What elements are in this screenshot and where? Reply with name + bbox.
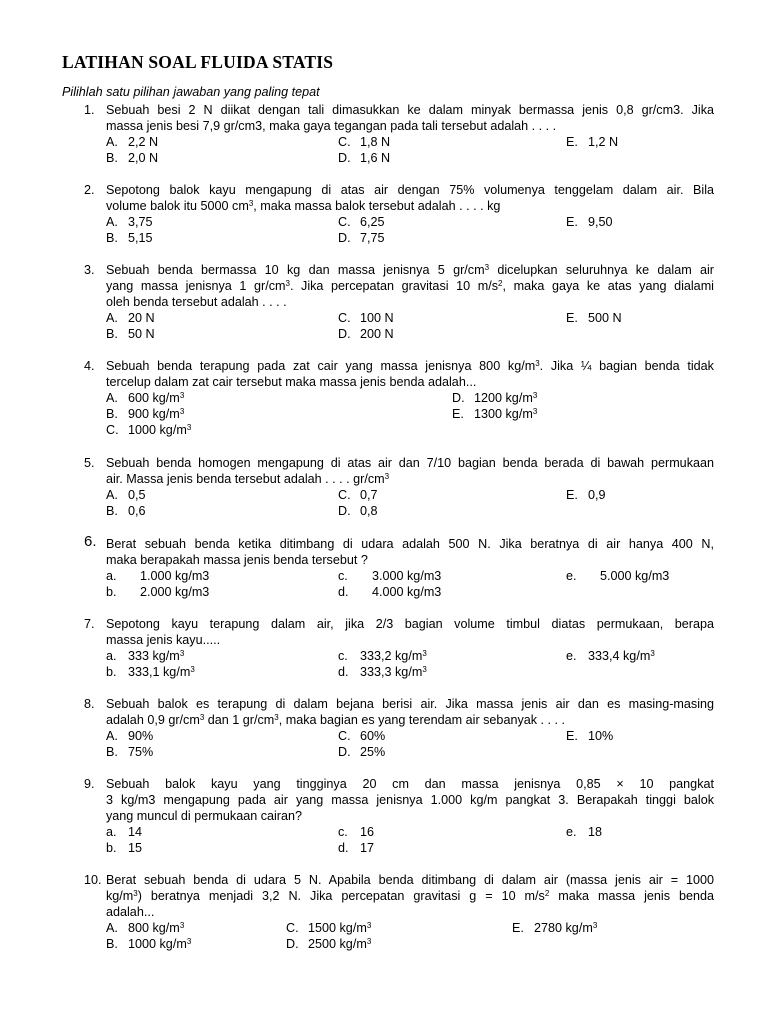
option-label: C. (286, 921, 299, 935)
question-number: 10. (84, 873, 102, 887)
option-value: 333,4 $kg/m^3$ (588, 649, 655, 663)
question-9 (84, 776, 714, 856)
answer-option[interactable] (106, 150, 158, 166)
answer-option[interactable] (106, 422, 191, 438)
answer-option[interactable] (566, 487, 606, 503)
option-value: 1000 $kg/m^3$ (128, 423, 192, 437)
answer-option[interactable] (338, 568, 441, 584)
option-label: B. (106, 745, 118, 759)
question-1 (84, 102, 714, 166)
option-label: a. (106, 825, 117, 839)
option-label: D. (338, 504, 351, 518)
option-label: A. (106, 215, 118, 229)
answer-options (106, 214, 714, 246)
option-value: 1000 $kg/m^3$ (128, 937, 192, 951)
option-label: C. (338, 135, 351, 149)
option-value: 16 (360, 825, 375, 839)
answer-option[interactable] (106, 648, 184, 664)
option-value: 2,0 N (128, 151, 159, 165)
question-text-line: adalah... (106, 905, 155, 919)
question-text-line: air. Massa jenis benda tersebut adalah . . . . $gr/cm^3$ (106, 472, 390, 486)
option-value: 0,7 (360, 488, 378, 502)
answer-option[interactable] (338, 648, 427, 664)
question-6 (84, 533, 714, 600)
option-label: b. (106, 841, 117, 855)
question-text (106, 696, 714, 728)
option-value: 1,2 N (588, 135, 619, 149)
option-label: D. (452, 391, 465, 405)
option-label: C. (106, 423, 119, 437)
answer-option[interactable] (566, 568, 669, 584)
option-label: C. (338, 488, 351, 502)
question-text-line: 3 kg/m3 mengapung pada air yang massa jenisnya 1.000 kg/m pangkat 3. Berapakah tinggi balok (106, 793, 714, 807)
answer-option[interactable] (338, 150, 390, 166)
option-label: E. (566, 135, 578, 149)
option-label: E. (452, 407, 464, 421)
instruction: Pilihlah satu pilihan jawaban yang paling tepat (62, 85, 320, 99)
question-number: 9. (84, 777, 95, 791)
answer-option[interactable] (106, 503, 146, 519)
option-label: d. (338, 841, 349, 855)
option-value: 800 $kg/m^3$ (128, 921, 185, 935)
answer-option[interactable] (106, 936, 191, 952)
option-value: 1300 $kg/m^3$ (474, 407, 538, 421)
question-text-line: $kg/m^3$) beratnya menjadi 3,2 N. Jika percepatan gravitasi g = 10 $m/s^2$ maka massa jenis benda (106, 889, 715, 903)
question-text-line: maka berapakah massa jenis benda tersebut ? (106, 553, 368, 567)
question-text (106, 102, 714, 134)
answer-option[interactable] (566, 134, 618, 150)
option-value: 17 (360, 841, 375, 855)
option-value: 333,1 $kg/m^3$ (128, 665, 195, 679)
question-text (106, 776, 714, 824)
question-text-line: Sebuah balok es terapung di dalam bejana berisi air. Jika massa jenis air dan es masing-masing (106, 697, 714, 711)
option-label: a. (106, 569, 117, 583)
answer-options (106, 728, 714, 760)
option-label: c. (338, 569, 348, 583)
answer-option[interactable] (338, 134, 390, 150)
option-value: 18 (588, 825, 603, 839)
answer-option[interactable] (338, 584, 441, 600)
question-text (106, 536, 714, 568)
option-label: a. (106, 649, 117, 663)
option-label: e. (566, 825, 577, 839)
question-text-line: volume balok itu 5000 $cm^3$, maka massa balok tersebut adalah . . . . kg (106, 199, 501, 213)
answer-option[interactable] (106, 568, 209, 584)
answer-option[interactable] (106, 728, 153, 744)
question-text-line: yang massa jenisnya 1 $gr/cm^3$. Jika percepatan gravitasi 10 $m/s^2$, maka gaya ke atas yang dialami (106, 279, 714, 293)
option-value: 1,6 N (360, 151, 391, 165)
answer-options (106, 487, 714, 519)
option-label: E. (566, 215, 578, 229)
option-label: A. (106, 391, 118, 405)
answer-option[interactable] (338, 310, 394, 326)
answer-option[interactable] (106, 920, 184, 936)
answer-option[interactable] (286, 936, 371, 952)
option-value: 0,8 (360, 504, 378, 518)
answer-option[interactable] (106, 230, 153, 246)
question-7 (84, 616, 714, 680)
question-text-line: Sebuah balok kayu yang tingginya 20 cm dan massa jenisnya 0,85 × 10 pangkat (106, 777, 714, 791)
option-value: 1500 $kg/m^3$ (308, 921, 372, 935)
question-number: 1. (84, 103, 95, 117)
option-value: 75% (128, 745, 154, 759)
question-text-line: tercelup dalam zat cair tersebut maka massa jenis benda adalah... (106, 375, 477, 389)
option-value: 6,25 (360, 215, 385, 229)
option-value: 2780 $kg/m^3$ (534, 921, 598, 935)
option-value: 20 N (128, 311, 155, 325)
option-value: 333,2 $kg/m^3$ (360, 649, 427, 663)
option-value: 9,50 (588, 215, 613, 229)
option-value: 1200 $kg/m^3$ (474, 391, 538, 405)
question-text (106, 616, 714, 648)
option-label: B. (106, 937, 118, 951)
question-text-line: Sebuah besi 2 N diikat dengan tali dimasukkan ke dalam minyak bermassa jenis 0,8 gr/cm3. Jika (106, 103, 714, 117)
option-label: A. (106, 135, 118, 149)
option-value: 5.000 kg/m3 (600, 569, 670, 583)
option-value: 14 (128, 825, 143, 839)
answer-option[interactable] (566, 824, 602, 840)
option-label: E. (566, 488, 578, 502)
question-text-line: yang muncul di permukaan cairan? (106, 809, 303, 823)
option-value: 0,9 (588, 488, 606, 502)
answer-option[interactable] (338, 840, 374, 856)
question-text (106, 182, 714, 214)
option-value: 25% (360, 745, 386, 759)
option-label: D. (338, 151, 351, 165)
question-8 (84, 696, 714, 760)
answer-options (106, 824, 714, 856)
answer-option[interactable] (106, 664, 195, 680)
option-label: b. (106, 585, 117, 599)
answer-option[interactable] (106, 487, 146, 503)
option-value: 50 N (128, 327, 155, 341)
answer-option[interactable] (452, 406, 537, 422)
option-label: E. (566, 311, 578, 325)
answer-option[interactable] (338, 214, 385, 230)
option-value: 0,6 (128, 504, 146, 518)
answer-option[interactable] (512, 920, 597, 936)
question-number: 6. (84, 533, 97, 550)
option-value: 3.000 kg/m3 (372, 569, 442, 583)
option-label: b. (106, 665, 117, 679)
question-number: 5. (84, 456, 95, 470)
option-label: B. (106, 151, 118, 165)
question-number: 3. (84, 263, 95, 277)
option-label: d. (338, 585, 349, 599)
answer-options (106, 568, 714, 600)
option-label: B. (106, 407, 118, 421)
answer-options (106, 390, 714, 438)
answer-option[interactable] (286, 920, 371, 936)
question-number: 8. (84, 697, 95, 711)
option-label: C. (338, 311, 351, 325)
question-number: 7. (84, 617, 95, 631)
question-text (106, 262, 714, 310)
option-label: d. (338, 665, 349, 679)
option-label: C. (338, 215, 351, 229)
answer-option[interactable] (106, 310, 155, 326)
question-text-line: Berat sebuah benda ketika ditimbang di udara adalah 500 N. Jika beratnya di air hanya 400 N, (106, 537, 714, 551)
answer-options (106, 648, 714, 680)
option-value: 900 $kg/m^3$ (128, 407, 185, 421)
question-number: 2. (84, 183, 95, 197)
question-5 (84, 455, 714, 519)
option-value: 5,15 (128, 231, 153, 245)
option-value: 1.000 kg/m3 (140, 569, 210, 583)
answer-option[interactable] (566, 214, 613, 230)
option-label: B. (106, 231, 118, 245)
option-label: D. (338, 327, 351, 341)
option-value: 4.000 kg/m3 (372, 585, 442, 599)
option-label: c. (338, 825, 348, 839)
question-text-line: oleh benda tersebut adalah . . . . (106, 295, 287, 309)
option-label: A. (106, 729, 118, 743)
option-label: c. (338, 649, 348, 663)
answer-option[interactable] (106, 584, 209, 600)
question-text-line: Sepotong kayu terapung dalam air, jika 2/3 bagian volume timbul diatas permukaan, berapa (106, 617, 714, 631)
option-label: B. (106, 504, 118, 518)
question-text-line: massa jenis besi 7,9 gr/cm3, maka gaya tegangan pada tali tersebut adalah . . . . (106, 119, 557, 133)
option-label: e. (566, 649, 577, 663)
answer-option[interactable] (338, 824, 374, 840)
answer-option[interactable] (338, 744, 385, 760)
answer-option[interactable] (566, 648, 655, 664)
option-label: D. (286, 937, 299, 951)
question-text (106, 455, 714, 487)
option-label: E. (566, 729, 578, 743)
option-value: 333,3 $kg/m^3$ (360, 665, 427, 679)
question-4 (84, 358, 714, 438)
question-text-line: massa jenis kayu..... (106, 633, 221, 647)
option-label: e. (566, 569, 577, 583)
question-text-line: Sepotong balok kayu mengapung di atas air dengan 75% volumenya tenggelam dalam air. Bila (106, 183, 714, 197)
answer-option[interactable] (106, 214, 153, 230)
answer-option[interactable] (566, 728, 613, 744)
question-text (106, 358, 714, 390)
option-value: 333 $kg/m^3$ (128, 649, 185, 663)
option-value: 1,8 N (360, 135, 391, 149)
option-value: 600 $kg/m^3$ (128, 391, 185, 405)
answer-option[interactable] (452, 390, 537, 406)
answer-options (106, 134, 714, 166)
answer-option[interactable] (338, 230, 385, 246)
option-label: B. (106, 327, 118, 341)
answer-options (106, 920, 714, 952)
option-value: 2500 $kg/m^3$ (308, 937, 372, 951)
answer-option[interactable] (338, 664, 427, 680)
answer-option[interactable] (106, 744, 153, 760)
option-value: 0,5 (128, 488, 146, 502)
option-label: D. (338, 745, 351, 759)
question-text-line: Sebuah benda terapung pada zat cair yang massa jenisnya 800 $kg/m^3$. Jika ¼ bagian benda tidak (106, 359, 714, 373)
option-value: 60% (360, 729, 386, 743)
option-value: 3,75 (128, 215, 153, 229)
option-label: D. (338, 231, 351, 245)
option-value: 2,2 N (128, 135, 159, 149)
page-title: LATIHAN SOAL FLUIDA STATIS (62, 52, 334, 72)
question-text-line: Sebuah benda homogen mengapung di atas air dan 7/10 bagian benda berada di bawah permukaan (106, 456, 714, 470)
question-10 (84, 872, 714, 952)
option-label: C. (338, 729, 351, 743)
option-label: E. (512, 921, 524, 935)
option-value: 15 (128, 841, 143, 855)
answer-option[interactable] (106, 134, 158, 150)
answer-option[interactable] (566, 310, 622, 326)
option-label: A. (106, 921, 118, 935)
question-2 (84, 182, 714, 246)
answer-option[interactable] (106, 824, 142, 840)
option-label: A. (106, 488, 118, 502)
option-value: 2.000 kg/m3 (140, 585, 210, 599)
answer-option[interactable] (106, 406, 184, 422)
answer-option[interactable] (338, 487, 378, 503)
question-text-line: adalah 0,9 $gr/cm^3$ dan 1 $gr/cm^3$, maka bagian es yang terendam air sebanyak . . . . (106, 713, 566, 727)
question-3 (84, 262, 714, 342)
answer-option[interactable] (106, 840, 142, 856)
answer-option[interactable] (106, 326, 155, 342)
question-number: 4. (84, 359, 95, 373)
option-value: 90% (128, 729, 154, 743)
option-value: 10% (588, 729, 614, 743)
question-text (106, 872, 714, 920)
option-value: 200 N (360, 327, 394, 341)
option-value: 7,75 (360, 231, 385, 245)
answer-option[interactable] (338, 503, 378, 519)
answer-option[interactable] (338, 728, 385, 744)
option-label: A. (106, 311, 118, 325)
question-text-line: Berat sebuah benda di udara 5 N. Apabila benda ditimbang di dalam air (massa jenis air = 1000 (106, 873, 714, 887)
question-text-line: Sebuah benda bermassa 10 kg dan massa jenisnya 5 $gr/cm^3$ dicelupkan seluruhnya ke dalam air (106, 263, 714, 277)
answer-option[interactable] (338, 326, 394, 342)
option-value: 500 N (588, 311, 622, 325)
answer-option[interactable] (106, 390, 184, 406)
answer-options (106, 310, 714, 342)
option-value: 100 N (360, 311, 394, 325)
